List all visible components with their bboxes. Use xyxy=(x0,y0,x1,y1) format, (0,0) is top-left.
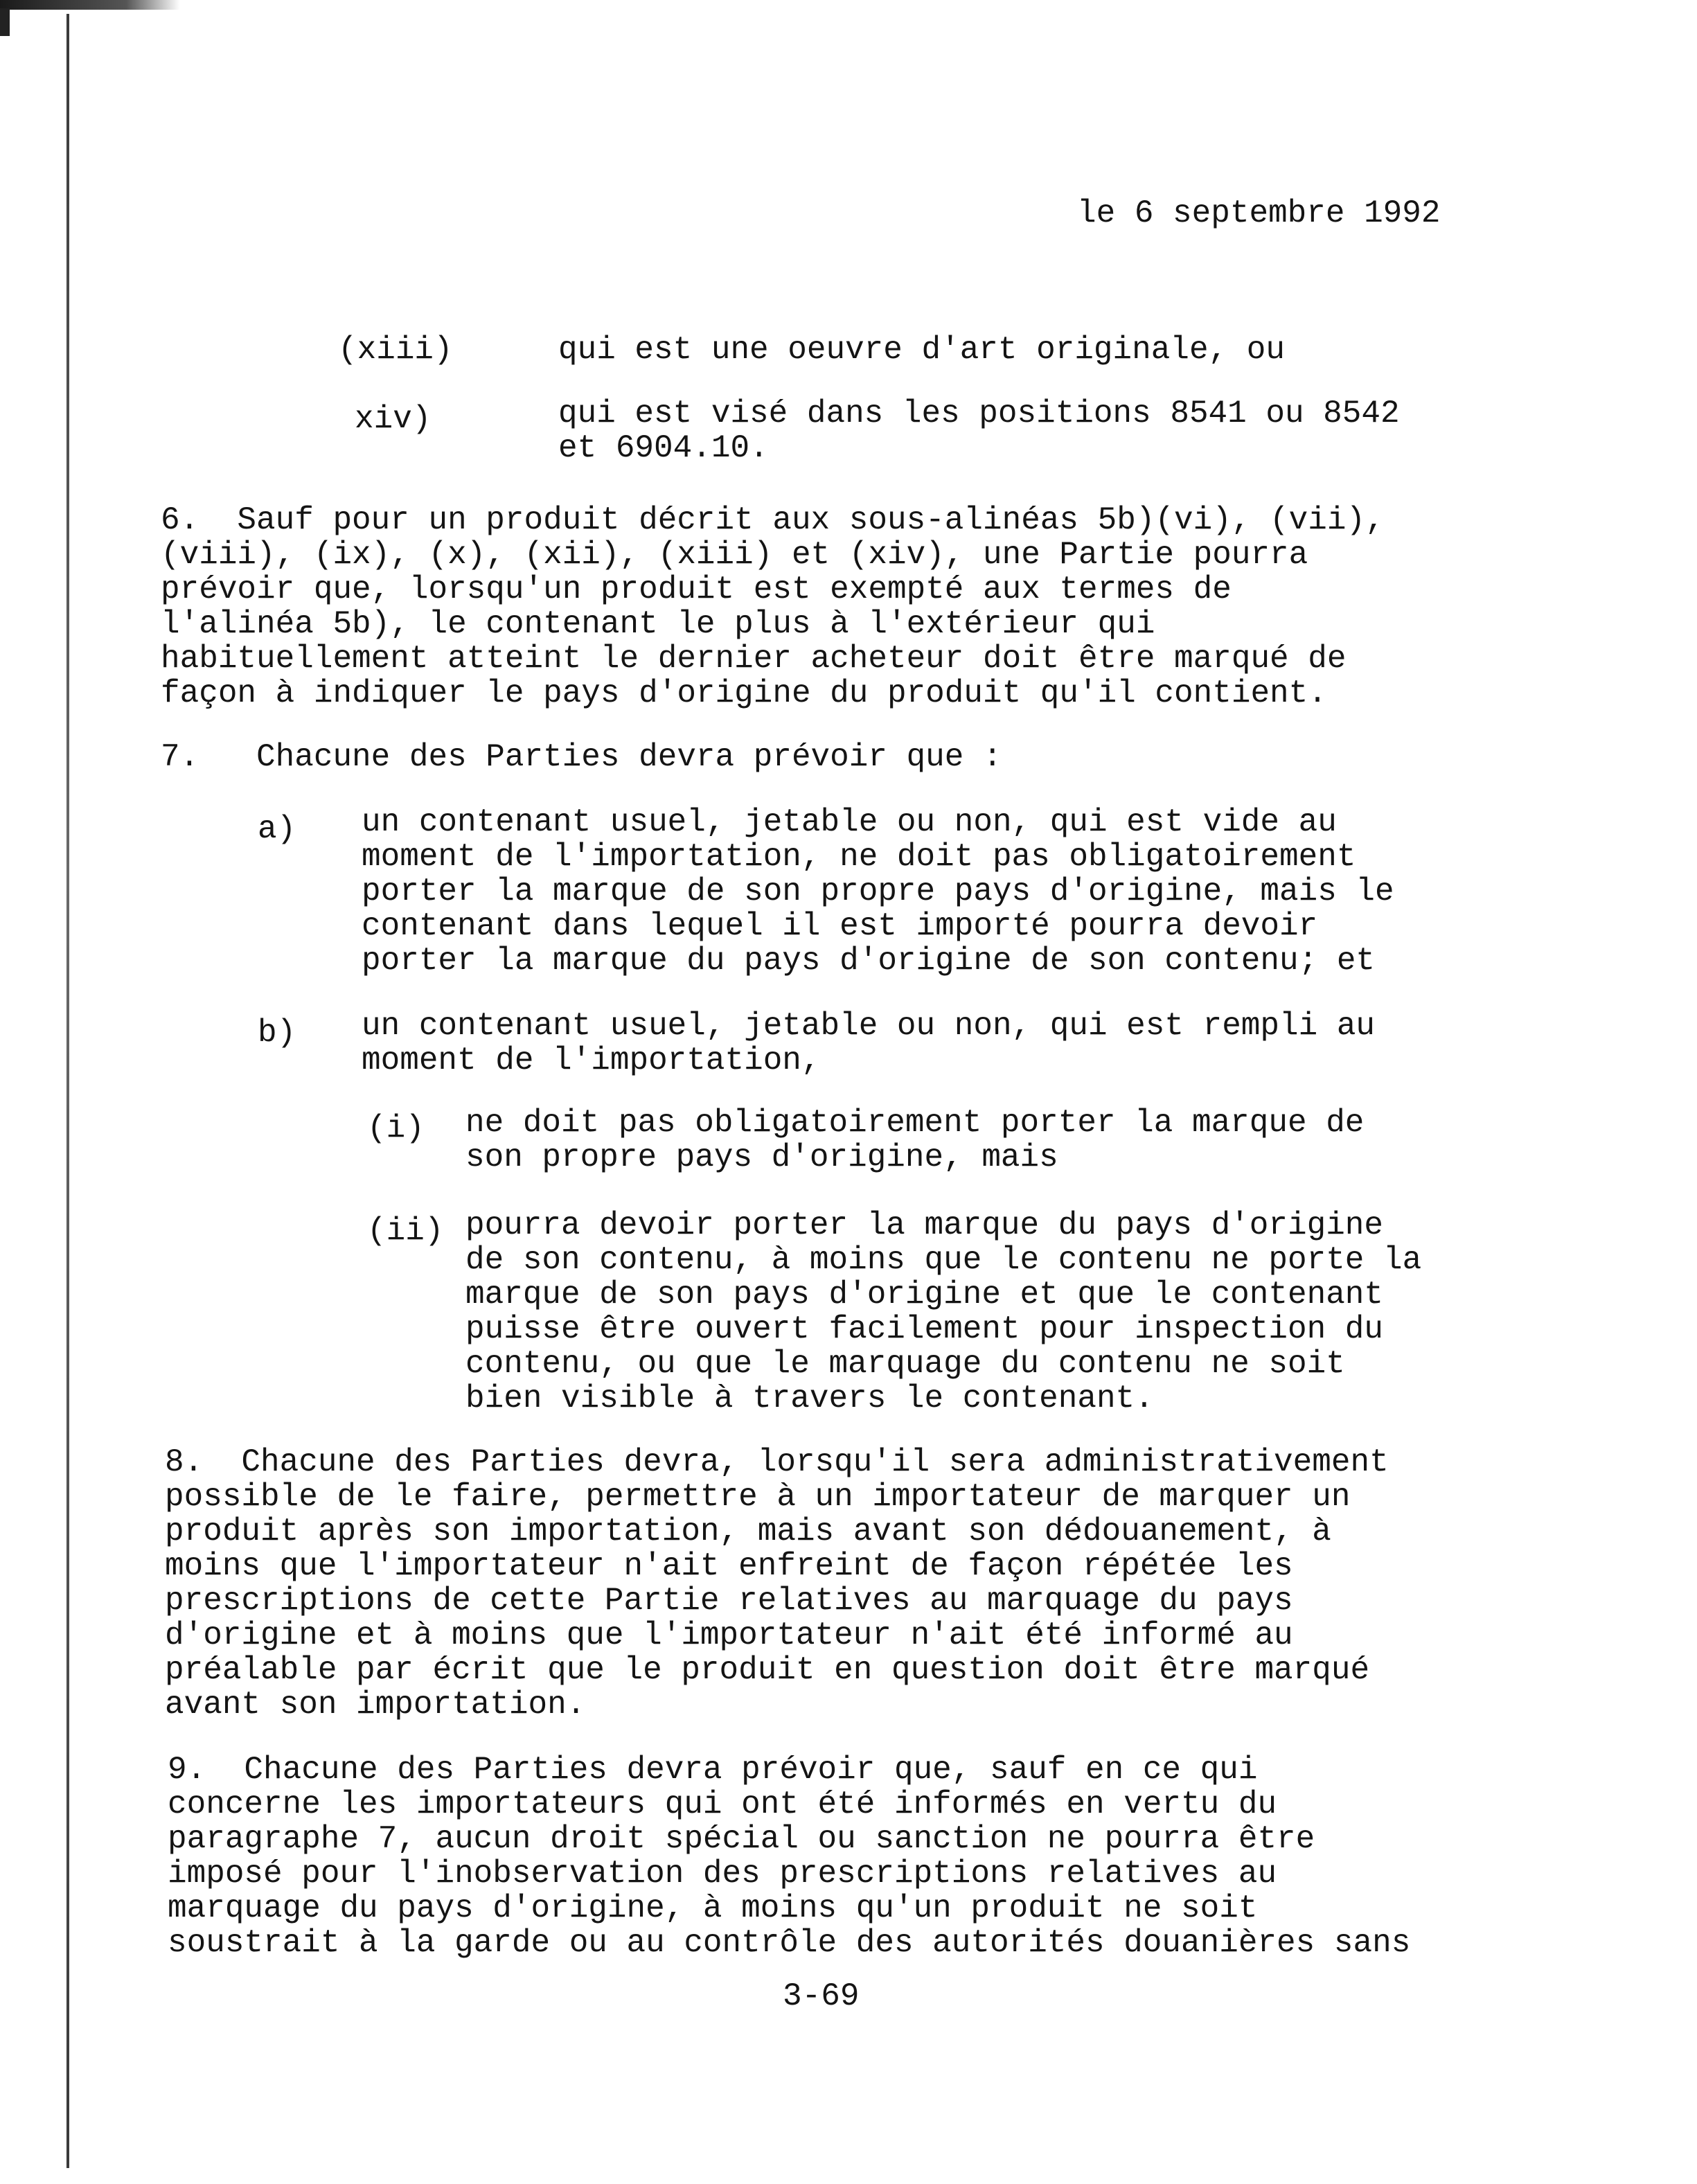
text-line: possible de le faire, permettre à un importateur de marquer un xyxy=(165,1479,1351,1515)
text-line: contenant dans lequel il est importé pourra devoir xyxy=(362,908,1318,944)
text-line: de son contenu, à moins que le contenu ne porte la xyxy=(465,1242,1422,1278)
text-line: imposé pour l'inobservation des prescriptions relatives au xyxy=(168,1856,1277,1892)
text-line: contenu, ou que le marquage du contenu ne soit xyxy=(465,1346,1345,1382)
paragraph-8 xyxy=(165,1445,1389,1722)
text-line: paragraphe 7, aucun droit spécial ou sanction ne pourra être xyxy=(168,1821,1315,1857)
text-line: et 6904.10. xyxy=(558,430,769,466)
text-line: un contenant usuel, jetable ou non, qui est vide au xyxy=(362,804,1337,840)
item-label: (i) xyxy=(367,1110,425,1146)
text-line: marque de son pays d'origine et que le contenant xyxy=(465,1277,1384,1313)
text-line: 9. Chacune des Parties devra prévoir que, sauf en ce qui xyxy=(168,1752,1258,1788)
item-label: (xiii) xyxy=(338,332,453,368)
text-line: qui est une oeuvre d'art originale, ou xyxy=(558,332,1285,368)
scan-artifact xyxy=(0,8,10,36)
text-line: pourra devoir porter la marque du pays d'origine xyxy=(465,1207,1384,1243)
paragraph-7b-ii xyxy=(465,1208,1421,1416)
text-line: habituellement atteint le dernier acheteur doit être marqué de xyxy=(161,641,1347,677)
text-line: porter la marque du pays d'origine de son contenu; et xyxy=(362,943,1376,979)
text-line: prescriptions de cette Partie relatives au marquage du pays xyxy=(165,1583,1293,1619)
text-line: (viii), (ix), (x), (xii), (xiii) et (xiv), une Partie pourra xyxy=(161,537,1308,573)
text-line: un contenant usuel, jetable ou non, qui est rempli au xyxy=(362,1008,1376,1044)
scan-edge xyxy=(66,14,69,2168)
item-label: b) xyxy=(258,1015,296,1051)
text-line: moment de l'importation, ne doit pas obligatoirement xyxy=(362,839,1356,875)
text-line: préalable par écrit que le produit en question doit être marqué xyxy=(165,1652,1370,1688)
text-line: d'origine et à moins que l'importateur n'ait été informé au xyxy=(165,1617,1293,1653)
text-line: avant son importation. xyxy=(165,1687,586,1723)
text-line: marquage du pays d'origine, à moins qu'un produit ne soit xyxy=(168,1890,1258,1926)
paragraph-6 xyxy=(161,503,1385,711)
item-text xyxy=(558,332,1285,367)
scan-artifact xyxy=(0,0,180,10)
text-line: façon à indiquer le pays d'origine du produit qu'il contient. xyxy=(161,675,1327,711)
text-line: porter la marque de son propre pays d'origine, mais le xyxy=(362,873,1394,909)
item-label: a) xyxy=(258,811,296,847)
item-label: xiv) xyxy=(355,401,432,437)
text-line: bien visible à travers le contenant. xyxy=(465,1380,1154,1417)
text-line: 6. Sauf pour un produit décrit aux sous-alinéas 5b)(vi), (vii), xyxy=(161,502,1385,538)
page-number: 3-69 xyxy=(783,1978,860,2014)
text-line: moment de l'importation, xyxy=(362,1042,821,1078)
text-line: ne doit pas obligatoirement porter la marque de xyxy=(465,1105,1365,1141)
paragraph-7 xyxy=(161,740,1002,774)
paragraph-7b-i xyxy=(465,1106,1364,1175)
text-line: puisse être ouvert facilement pour inspection du xyxy=(465,1311,1384,1347)
text-line: 8. Chacune des Parties devra, lorsqu'il sera administrativement xyxy=(165,1444,1389,1480)
text-line: son propre pays d'origine, mais xyxy=(465,1139,1058,1175)
item-text xyxy=(558,396,1400,465)
item-label: (ii) xyxy=(367,1213,444,1249)
text-line: l'alinéa 5b), le contenant le plus à l'extérieur qui xyxy=(161,606,1155,642)
text-line: concerne les importateurs qui ont été informés en vertu du xyxy=(168,1786,1277,1822)
text-line: qui est visé dans les positions 8541 ou 8542 xyxy=(558,396,1400,432)
text-line: 7. Chacune des Parties devra prévoir que : xyxy=(161,739,1002,775)
paragraph-9 xyxy=(168,1752,1410,1960)
paragraph-7b xyxy=(362,1009,1375,1078)
paragraph-7a xyxy=(362,805,1394,978)
document-date: le 6 septembre 1992 xyxy=(1077,195,1441,231)
text-line: produit après son importation, mais avant son dédouanement, à xyxy=(165,1513,1331,1550)
text-line: soustrait à la garde ou au contrôle des autorités douanières sans xyxy=(168,1925,1411,1961)
text-line: moins que l'importateur n'ait enfreint de façon répétée les xyxy=(165,1548,1293,1584)
text-line: prévoir que, lorsqu'un produit est exempté aux termes de xyxy=(161,571,1232,607)
